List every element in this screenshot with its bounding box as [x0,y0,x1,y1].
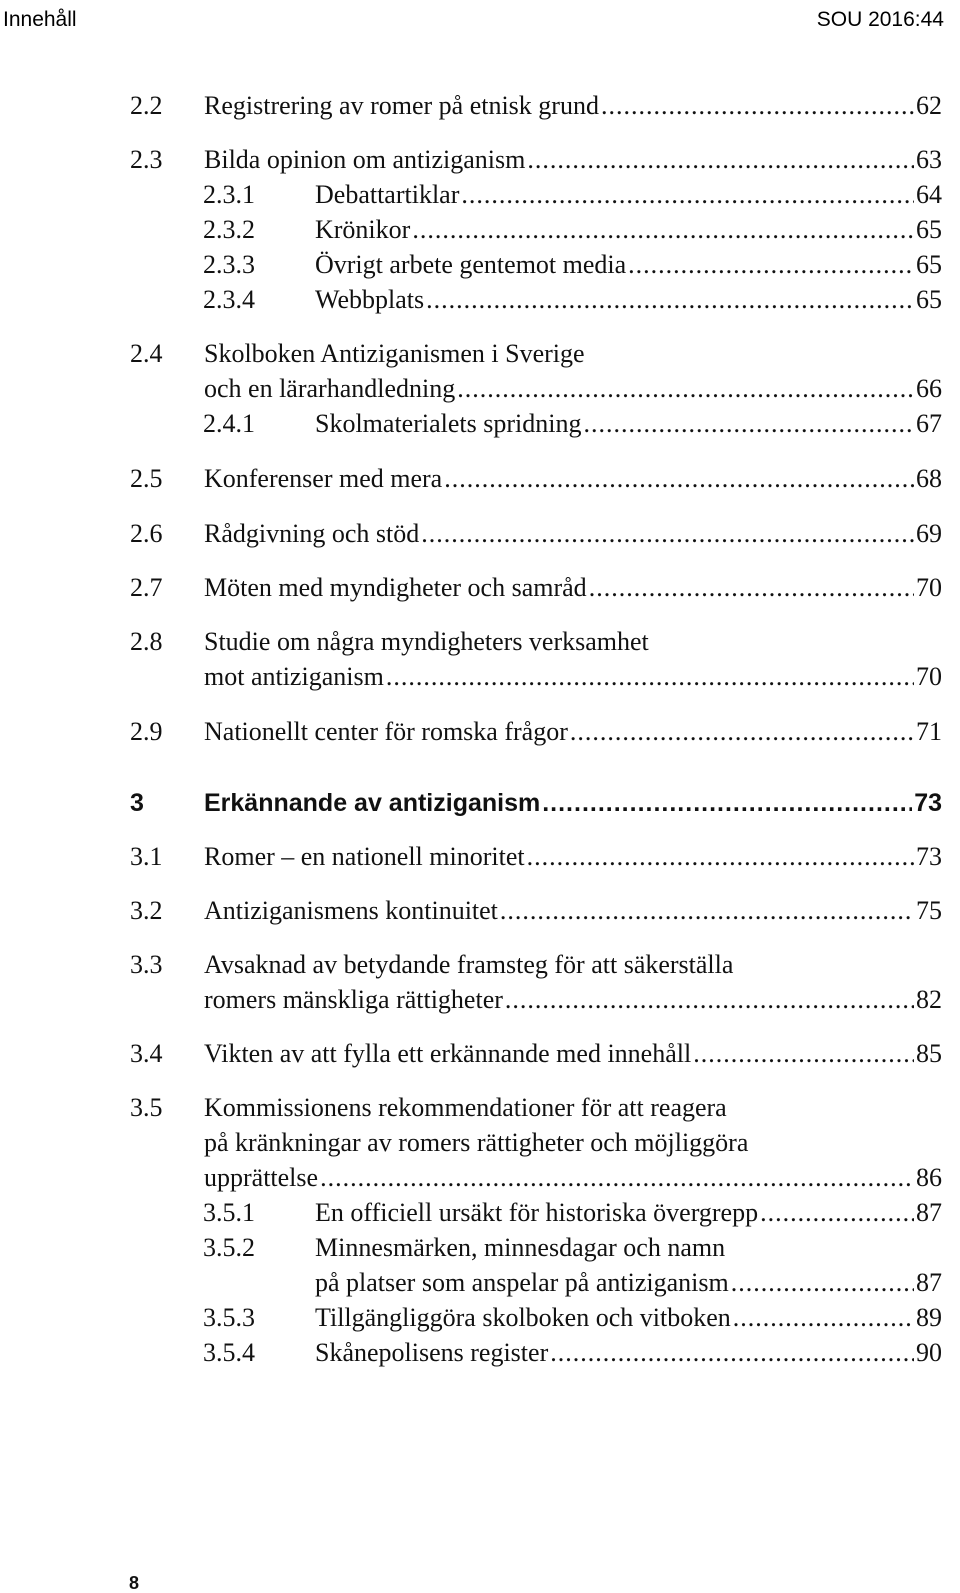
leader-dots [760,1196,914,1230]
toc-title: Rådgivning och stöd [204,519,420,548]
toc-entry[interactable] [0,143,960,177]
toc-entry[interactable] [0,1301,960,1335]
toc-title-continued: och en lärarhandledning [204,374,456,403]
toc-page: 65 [916,250,942,279]
toc-page: 67 [916,409,942,438]
leader-dots [386,660,914,694]
toc-entry[interactable] [0,983,960,1017]
toc-entry[interactable] [0,894,960,928]
toc-title: Minnesmärken, minnesdagar och namn [315,1233,726,1262]
toc-title: Antiziganismens kontinuitet [204,896,498,925]
toc-number: 2.5 [130,464,163,493]
toc-entry[interactable] [0,1196,960,1230]
toc-entry-heading[interactable] [0,948,960,982]
toc-entry[interactable] [0,1266,960,1300]
leader-dots [628,248,914,282]
toc-entry[interactable] [0,660,960,694]
toc-number: 3.1 [130,842,163,871]
toc-page: 87 [916,1268,942,1297]
leader-dots [601,89,914,123]
toc-title: Skolboken Antiziganismen i Sverige [204,339,585,368]
toc-number: 2.3.3 [203,250,255,279]
leader-dots [733,1301,914,1335]
toc-number: 3.5.3 [203,1303,255,1332]
toc-entry[interactable] [0,283,960,317]
leader-dots [542,786,912,820]
toc-title-continued: mot antiziganism [204,662,384,691]
toc-title: Vikten av att fylla ett erkännande med innehåll [204,1039,692,1068]
toc-number: 2.3.4 [203,285,255,314]
toc-number: 2.7 [130,573,163,602]
toc-title: Möten med myndigheter och samråd [204,573,587,602]
toc-entry-heading[interactable] [0,625,960,659]
leader-dots [583,407,914,441]
toc-number: 2.2 [130,91,163,120]
toc-page: 87 [916,1198,942,1227]
toc-number: 3.2 [130,896,163,925]
leader-dots [527,143,914,177]
toc-entry[interactable] [0,462,960,496]
toc-number: 3.4 [130,1039,163,1068]
toc-entry[interactable] [0,517,960,551]
leader-dots [426,283,914,317]
toc-title: Studie om några myndigheters verksamhet [204,627,649,656]
leader-dots [412,213,914,247]
toc-entry[interactable] [0,840,960,874]
leader-dots [570,715,914,749]
toc-page: 71 [916,717,942,746]
toc-title: Registrering av romer på etnisk grund [204,91,599,120]
toc-entry[interactable] [0,715,960,749]
page-number: 8 [129,1573,140,1593]
toc-chapter-entry[interactable] [0,786,960,820]
toc-page: 82 [916,985,942,1014]
leader-dots [693,1037,914,1071]
toc-title: Tillgängliggöra skolboken och vitboken [315,1303,731,1332]
toc-page: 66 [916,374,942,403]
toc-title: Romer – en nationell minoritet [204,842,525,871]
toc-number: 3.5.4 [203,1338,255,1367]
toc-entry[interactable] [0,248,960,282]
toc-title: Konferenser med mera [204,464,443,493]
toc-title: Nationellt center för romska frågor [204,717,568,746]
leader-dots [527,840,914,874]
toc-title: Övrigt arbete gentemot media [315,250,627,279]
toc-number: 3.3 [130,950,163,979]
toc-chapter-number: 3 [130,789,144,817]
toc-page: 64 [916,180,942,209]
toc-title-continued: på kränkningar av romers rättigheter och möjliggöra [204,1128,749,1157]
toc-title-continued: romers mänskliga rättigheter [204,985,503,1014]
toc-title-continued: upprättelse [204,1163,319,1192]
toc-title: Krönikor [315,215,411,244]
header-report-id: SOU 2016:44 [816,8,944,31]
toc-page: 68 [916,464,942,493]
toc-title: Skolmaterialets spridning [315,409,582,438]
toc-entry-continued [0,1126,960,1160]
toc-page: 62 [916,91,942,120]
leader-dots [500,894,914,928]
toc-page: 69 [916,519,942,548]
toc-entry[interactable] [0,178,960,212]
leader-dots [731,1266,914,1300]
toc-page: 75 [916,896,942,925]
leader-dots [457,372,914,406]
toc-entry-heading[interactable] [0,337,960,371]
toc-title: Kommissionens rekommendationer för att reagera [204,1093,727,1122]
toc-entry[interactable] [0,1037,960,1071]
toc-page: 85 [916,1039,942,1068]
toc-title: Debattartiklar [315,180,460,209]
toc-entry[interactable] [0,89,960,123]
toc-chapter-title: Erkännande av antiziganism [204,789,541,817]
toc-number: 2.8 [130,627,163,656]
toc-page: 63 [916,145,942,174]
toc-number: 3.5.2 [203,1233,255,1262]
toc-page: 90 [916,1338,942,1367]
toc-page: 65 [916,215,942,244]
toc-page: 73 [916,842,942,871]
toc-title: En officiell ursäkt för historiska övergrepp [315,1198,759,1227]
toc-number: 2.4 [130,339,163,368]
toc-entry-heading[interactable] [0,1231,960,1265]
toc-entry-heading[interactable] [0,1091,960,1125]
toc-number: 2.4.1 [203,409,255,438]
leader-dots [505,983,914,1017]
header-section-title: Innehåll [3,8,77,31]
toc-entry[interactable] [0,1336,960,1370]
toc-title: Bilda opinion om antiziganism [204,145,526,174]
leader-dots [320,1161,914,1195]
toc-number: 2.9 [130,717,163,746]
toc-number: 3.5.1 [203,1198,255,1227]
toc-page: 89 [916,1303,942,1332]
toc-number: 2.3 [130,145,163,174]
toc-entry[interactable] [0,571,960,605]
toc-page: 86 [916,1163,942,1192]
toc-entry[interactable] [0,372,960,406]
toc-page: 65 [916,285,942,314]
toc-title: Avsaknad av betydande framsteg för att säkerställa [204,950,734,979]
leader-dots [444,462,914,496]
toc-page: 70 [916,573,942,602]
leader-dots [421,517,914,551]
toc-number: 2.3.1 [203,180,255,209]
toc-entry[interactable] [0,213,960,247]
leader-dots [461,178,914,212]
toc-page: 73 [914,789,942,817]
running-header [0,8,960,32]
toc-title: Webbplats [315,285,425,314]
toc-number: 2.6 [130,519,163,548]
toc-entry[interactable] [0,407,960,441]
leader-dots [589,571,914,605]
toc-title-continued: på platser som anspelar på antiziganism [315,1268,729,1297]
toc-page: 70 [916,662,942,691]
toc-entry[interactable] [0,1161,960,1195]
toc-number: 2.3.2 [203,215,255,244]
leader-dots [550,1336,914,1370]
toc-title: Skånepolisens register [315,1338,549,1367]
toc-number: 3.5 [130,1093,163,1122]
